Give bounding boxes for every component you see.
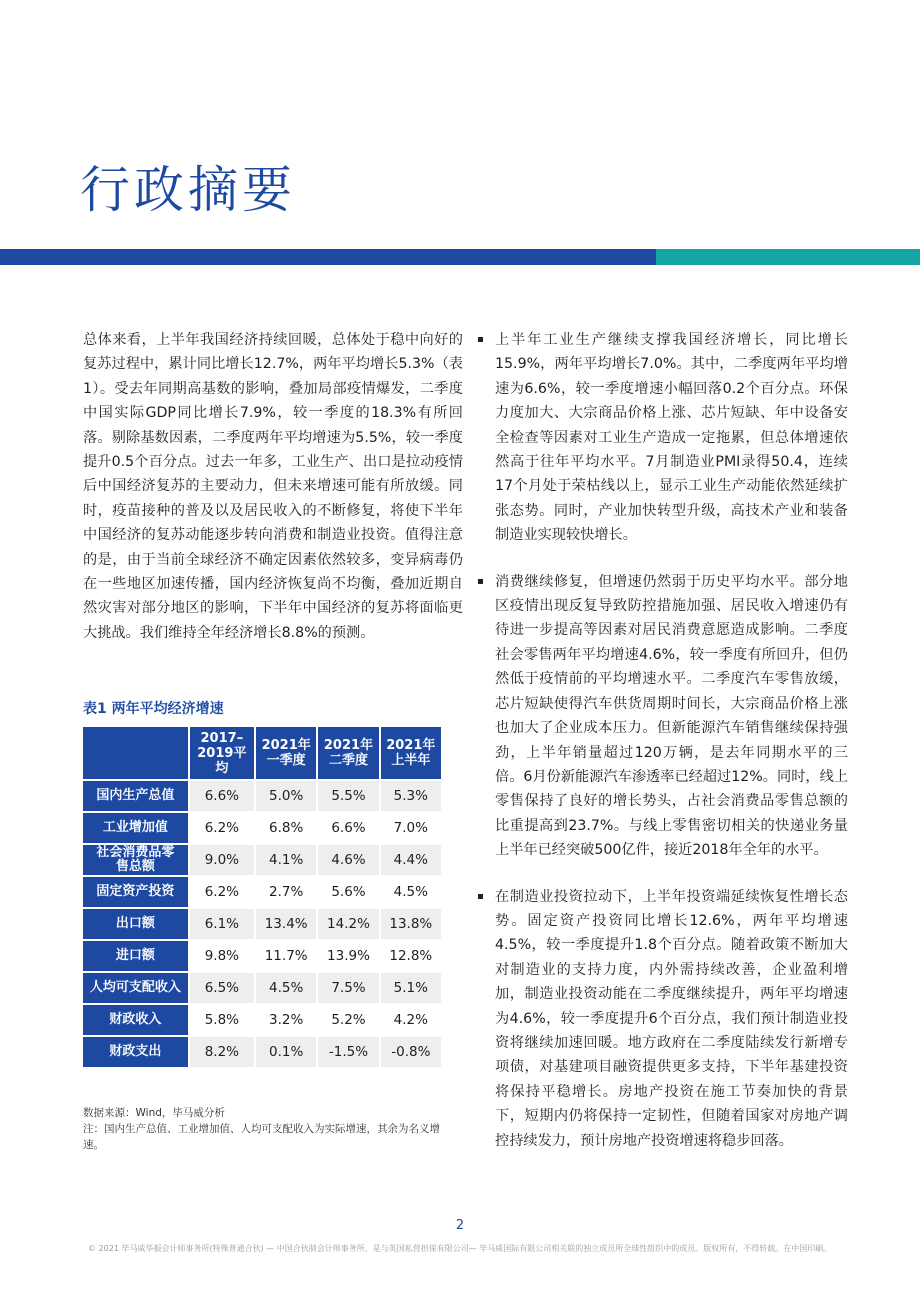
table-cell: -1.5% — [318, 1037, 378, 1067]
bullet-square-icon — [478, 337, 483, 342]
table-row — [83, 973, 441, 1003]
table-cell: 7.0% — [381, 813, 441, 843]
table-header-row — [83, 727, 441, 779]
data-source-note: 数据来源：Wind，毕马威分析 — [83, 1107, 225, 1119]
table-cell: 13.8% — [381, 909, 441, 939]
table-cell: 4.4% — [381, 845, 441, 875]
table-row — [83, 813, 441, 843]
table-row — [83, 1005, 441, 1035]
table-cell: 9.8% — [190, 941, 254, 971]
bullet-text: 消费继续修复，但增速仍然弱于历史平均水平。部分地区疫情出现反复导致防控措施加强、居民收入增速仍有待进一步提高等因素对居民消费意愿造成影响。二季度社会零售两年平均增速4.6%，较一季度有所回升，但仍然低于疫情前的平均增速水平。二季度汽车零售放缓，芯片短缺使得汽车供货周期时间长，大宗商品价格上涨也加大了企业成本压力。但新能源汽车销售继续保持强劲，上半年销量超过120万辆，是去年同期水平的三倍。6月份新能源汽车渗透率已经超过12%。同时，线上零售保持了良好的增长势头，占社会消费品零售总额的比重提高到23.7%。与线上零售密切相关的快递业务量上半年已经突破500亿件，接近2018年全年的水平。 — [495, 573, 848, 859]
table-cell: 6.1% — [190, 909, 254, 939]
copyright-footer: © 2021 毕马威华振会计师事务所(特殊普通合伙) — 中国合伙制会计师事务所，是与英国私营担保有限公司— 毕马威国际有限公司相关联的独立成员所全球性组织中的成员。版权所有，不得转载。在中国印刷。 — [88, 1244, 832, 1253]
table-cell: 6.8% — [256, 813, 316, 843]
table-cell: 5.5% — [318, 781, 378, 811]
footnote: 注：国内生产总值、工业增加值、人均可支配收入为实际增速，其余为名义增速。 — [83, 1123, 440, 1151]
row-label: 财政收入 — [83, 1005, 188, 1035]
table-cell: 14.2% — [318, 909, 378, 939]
table-cell: 6.2% — [190, 877, 254, 907]
bullet-list — [478, 328, 848, 1175]
header-band-blue — [0, 249, 656, 265]
page-title: 行政摘要 — [80, 161, 296, 219]
table-title: 表1 两年平均经济增速 — [83, 701, 224, 717]
table-cell: 9.0% — [190, 845, 254, 875]
row-label: 进口额 — [83, 941, 188, 971]
table-cell: 4.5% — [381, 877, 441, 907]
table-cell: 5.6% — [318, 877, 378, 907]
table-notes — [83, 1105, 453, 1153]
row-label: 工业增加值 — [83, 813, 188, 843]
row-label: 出口额 — [83, 909, 188, 939]
table-row — [83, 877, 441, 907]
col-header-2021-q2: 2021年二季度 — [318, 727, 378, 779]
table-cell: 4.2% — [381, 1005, 441, 1035]
table-cell: -0.8% — [381, 1037, 441, 1067]
intro-paragraph: 总体来看，上半年我国经济持续回暖，总体处于稳中向好的复苏过程中，累计同比增长12.7%，两年平均增长5.3%（表1）。受去年同期高基数的影响，叠加局部疫情爆发，二季度中国实际GDP同比增长7.9%，较一季度的18.3%有所回落。剔除基数因素，二季度两年平均增速为5.5%，较一季度提升0.5个百分点。过去一年多，工业生产、出口是拉动疫情后中国经济复苏的主要动力，但未来增速可能有所放缓。同时，疫苗接种的普及以及居民收入的不断修复，将使下半年中国经济的复苏动能逐步转向消费和制造业投资。值得注意的是，由于当前全球经济不确定因素依然较多，变异病毒仍在一些地区加速传播，国内经济恢复尚不均衡，叠加近期自然灾害对部分地区的影响，下半年中国经济的复苏将面临更大挑战。我们维持全年经济增长8.8%的预测。 — [83, 332, 463, 641]
row-label: 人均可支配收入 — [83, 973, 188, 1003]
bullet-item-consumption — [478, 570, 848, 863]
table-cell: 12.8% — [381, 941, 441, 971]
bullet-text: 在制造业投资拉动下，上半年投资端延续恢复性增长态势。固定资产投资同比增长12.6%，两年平均增速4.5%，较一季度提升1.8个百分点。随着政策不断加大对制造业的支持力度，内外需持续改善，企业盈利增加，制造业投资动能在二季度继续提升，两年平均增速为4.6%，较一季度提升6个百分点，我们预计制造业投资将继续加速回暖。地方政府在二季度陆续发行新增专项债，对基建项目融资提供更多支持，下半年基建投资将保持平稳增长。房地产投资在施工节奏加快的背景下，短期内仍将保持一定韧性，但随着国家对房地产调控持续发力，预计房地产投资增速将稳步回落。 — [495, 888, 848, 1149]
table-cell: 6.6% — [318, 813, 378, 843]
col-header-2017-2019: 2017–2019平均 — [190, 727, 254, 779]
col-header-2021-q1: 2021年一季度 — [256, 727, 316, 779]
table-cell: 4.6% — [318, 845, 378, 875]
header-band-teal — [656, 249, 920, 265]
table-cell: 13.9% — [318, 941, 378, 971]
table-cell: 6.5% — [190, 973, 254, 1003]
table-row — [83, 1037, 441, 1067]
table-corner-cell — [83, 727, 188, 779]
table-cell: 3.2% — [256, 1005, 316, 1035]
row-label: 财政支出 — [83, 1037, 188, 1067]
bullet-item-investment — [478, 885, 848, 1153]
col-header-2021-h1: 2021年上半年 — [381, 727, 441, 779]
table-cell: 5.0% — [256, 781, 316, 811]
table-row — [83, 909, 441, 939]
row-label: 国内生产总值 — [83, 781, 188, 811]
growth-table — [81, 725, 443, 1069]
bullet-item-industry — [478, 328, 848, 548]
bullet-text: 上半年工业生产继续支撑我国经济增长，同比增长15.9%，两年平均增长7.0%。其中，二季度两年平均增速为6.6%，较一季度增速小幅回落0.2个百分点。环保力度加大、大宗商品价格上涨、芯片短缺、年中设备安全检查等因素对工业生产造成一定拖累，但总体增速依然高于往年平均水平。7月制造业PMI录得50.4，连续17个月处于荣枯线以上，显示工业生产动能依然延续扩张态势。同时，产业加快转型升级，高技术产业和装备制造业实现较快增长。 — [495, 332, 848, 544]
page-number: 2 — [455, 1218, 465, 1233]
table-cell: 5.2% — [318, 1005, 378, 1035]
table-row — [83, 781, 441, 811]
table-cell: 5.8% — [190, 1005, 254, 1035]
table-cell: 6.6% — [190, 781, 254, 811]
table-row — [83, 941, 441, 971]
table-cell: 5.3% — [381, 781, 441, 811]
table-cell: 4.5% — [256, 973, 316, 1003]
table-cell: 13.4% — [256, 909, 316, 939]
table-cell: 4.1% — [256, 845, 316, 875]
table-cell: 11.7% — [256, 941, 316, 971]
table-cell: 7.5% — [318, 973, 378, 1003]
row-label: 社会消费品零售总额 — [83, 845, 188, 875]
header-band — [0, 249, 920, 265]
table-cell: 2.7% — [256, 877, 316, 907]
table-cell: 0.1% — [256, 1037, 316, 1067]
bullet-square-icon — [478, 579, 483, 584]
table-cell: 5.1% — [381, 973, 441, 1003]
table-row — [83, 845, 441, 875]
table-cell: 6.2% — [190, 813, 254, 843]
bullet-square-icon — [478, 894, 483, 899]
table-cell: 8.2% — [190, 1037, 254, 1067]
row-label: 固定资产投资 — [83, 877, 188, 907]
